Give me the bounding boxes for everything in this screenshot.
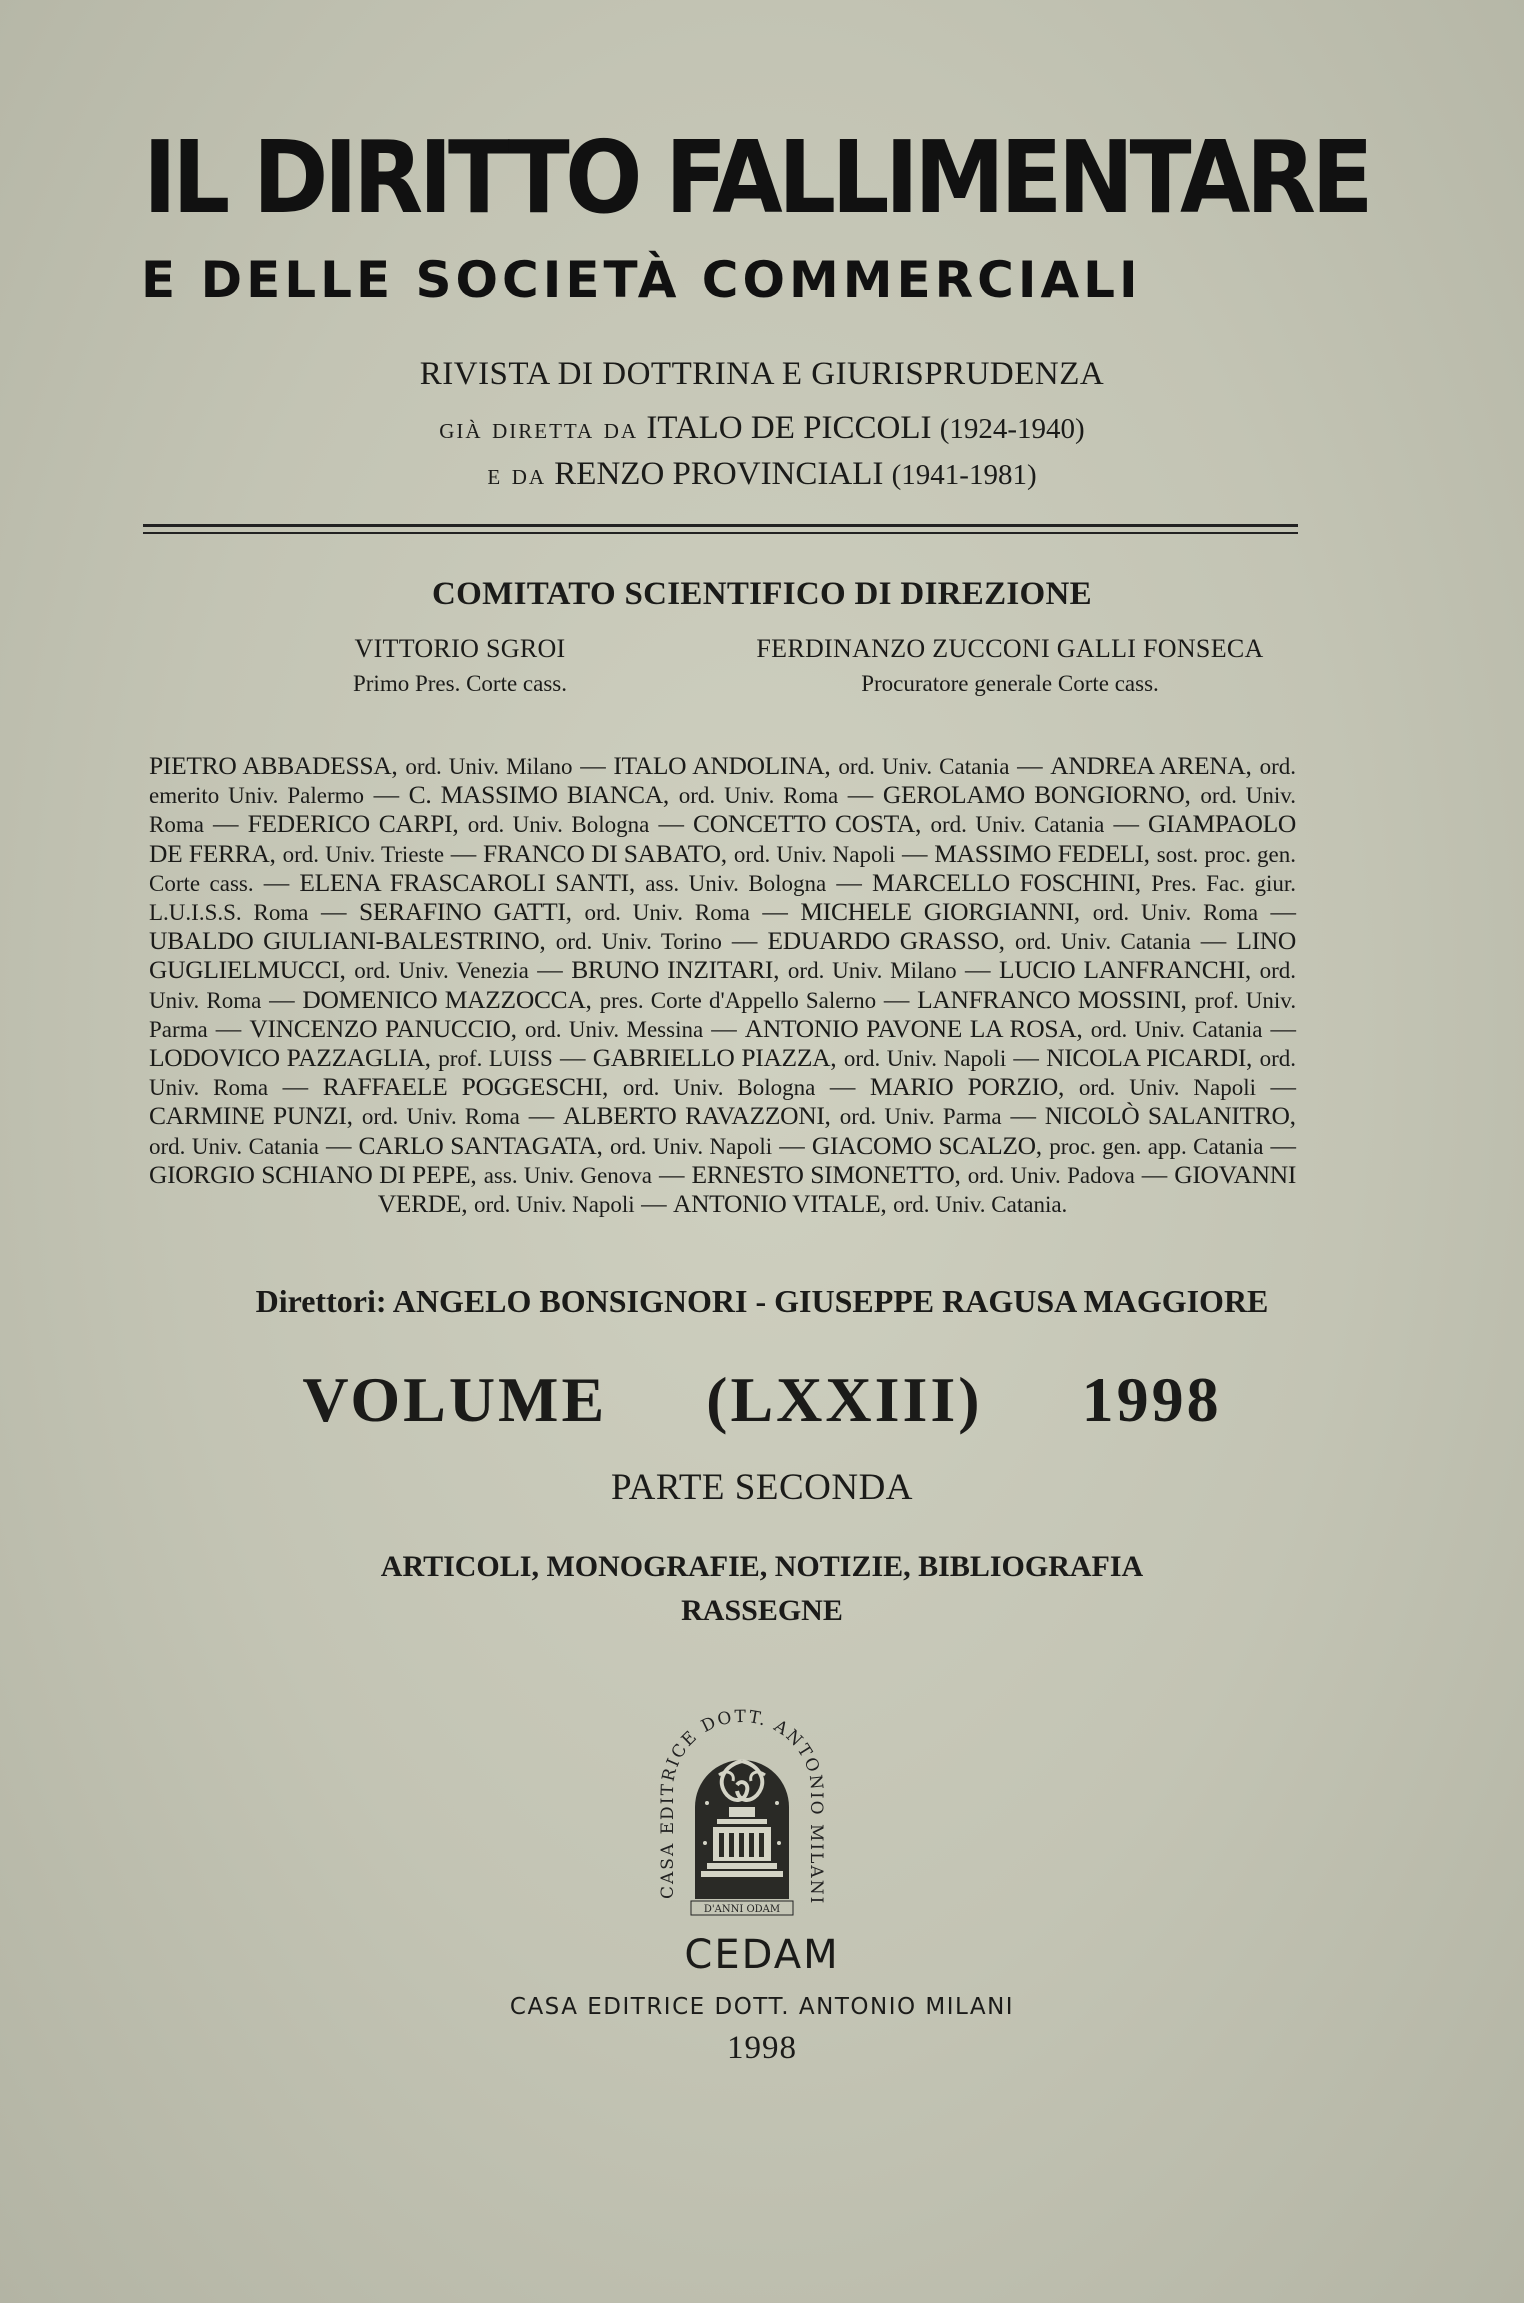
member-title: ord. Univ. Parma	[839, 1104, 1002, 1130]
member-separator: —	[1006, 1043, 1047, 1073]
publisher-name: CEDAM	[684, 1932, 840, 1978]
member-name: ELENA FRASCAROLI SANTI	[299, 867, 629, 897]
member-title: ord. Univ. Roma	[149, 783, 1297, 838]
member-separator: —	[572, 751, 614, 780]
member-title: ord. Univ. Roma	[678, 783, 839, 809]
member-separator: —	[203, 809, 248, 839]
member-separator: —	[207, 1013, 250, 1043]
member-name: GIORGIO SCHIANO DI PEPE	[149, 1159, 471, 1189]
member-comma: ,	[824, 751, 839, 780]
committee-president-2	[740, 634, 1280, 697]
member-comma: ,	[1143, 838, 1157, 868]
member-comma: ,	[662, 780, 679, 810]
member-comma: ,	[1134, 867, 1152, 897]
member-separator: —	[552, 1043, 593, 1073]
member-comma: ,	[1244, 955, 1260, 985]
member-separator: —	[652, 1159, 692, 1189]
member-separator: —	[895, 838, 935, 868]
member-comma: ,	[452, 809, 468, 839]
committee-member	[249, 1014, 703, 1043]
member-title: ord. emerito Univ. Palermo	[149, 754, 1296, 809]
member-comma: ,	[539, 926, 556, 956]
member-name: MARCELLO FOSCHINI	[871, 867, 1135, 897]
committee-member	[613, 751, 1009, 780]
member-title: ord. Univ. Milano	[405, 754, 573, 779]
member-comma: ,	[1076, 1013, 1091, 1043]
member-title: ord. Univ. Catania	[1014, 929, 1191, 955]
history-name: ITALO DE PICCOLI	[646, 410, 932, 446]
committee-member	[593, 1043, 1007, 1072]
member-separator: —	[528, 955, 572, 985]
member-title: pres. Corte d'Appello Salerno	[599, 987, 877, 1013]
committee-member	[359, 897, 750, 926]
member-name: NICOLA PICARDI	[1046, 1043, 1247, 1073]
president-role: Primo Pres. Corte cass.	[352, 671, 567, 696]
member-separator: —	[1258, 897, 1297, 927]
committee-member	[812, 1131, 1264, 1160]
member-comma: ,	[1289, 1101, 1297, 1131]
history-line-2	[0, 456, 1524, 493]
member-comma: ,	[585, 984, 600, 1014]
journal-description: RIVISTA DI DOTTRINA E GIURISPRUDENZA	[419, 356, 1105, 392]
member-name: ANTONIO VITALE	[672, 1189, 881, 1219]
committee-member	[149, 926, 722, 955]
member-comma: ,	[628, 867, 646, 897]
committee-member	[248, 809, 650, 838]
directors-line: Direttori: ANGELO BONSIGNORI - GIUSEPPE RAGUSA MAGGIORE	[255, 1283, 1269, 1319]
member-separator: —	[1262, 1013, 1297, 1043]
double-rule-bottom	[143, 532, 1298, 534]
member-title: ord. Univ. Roma	[361, 1104, 520, 1130]
member-title: ord. Univ. Catania.	[893, 1192, 1068, 1218]
member-title: ord. Univ. Catania	[149, 1133, 319, 1159]
volume-line	[0, 1363, 1524, 1437]
committee-member	[483, 839, 895, 868]
member-title: ord. Univ. Messina	[525, 1016, 704, 1042]
member-comma: ,	[346, 1101, 362, 1131]
member-name: ANTONIO PAVONE LA ROSA	[744, 1013, 1077, 1043]
committee-member	[693, 809, 1104, 838]
journal-subtitle: E DELLE SOCIETÀ COMMERCIALI	[141, 251, 1142, 309]
member-name: LANFRANCO MOSSINI	[917, 984, 1181, 1014]
member-separator: —	[956, 955, 999, 985]
member-title: sost. proc. gen. Corte cass.	[149, 841, 1296, 896]
member-comma: ,	[1073, 897, 1093, 927]
member-name: UBALDO GIULIANI-BALESTRINO	[149, 926, 540, 956]
member-separator: —	[634, 1189, 673, 1219]
volume-year: 1998	[1081, 1364, 1222, 1435]
member-title: ord. Univ. Roma	[1092, 900, 1259, 926]
committee-member	[149, 1101, 520, 1130]
member-title: ord. Univ. Catania	[838, 754, 1010, 779]
member-name: GEROLAMO BONGIORNO	[882, 780, 1185, 810]
member-comma: ,	[601, 1072, 623, 1102]
contents-line-1: ARTICOLI, MONOGRAFIE, NOTIZIE, BIBLIOGRAFIA	[380, 1550, 1144, 1583]
member-comma: ,	[510, 1013, 526, 1043]
committee-member	[767, 926, 1190, 955]
member-name: SERAFINO GATTI	[358, 897, 566, 927]
history-line-1	[0, 410, 1524, 447]
member-comma: ,	[1245, 751, 1260, 780]
member-title: prof. Univ. Parma	[149, 987, 1297, 1042]
committee-member	[323, 1072, 816, 1101]
committee-member	[359, 1131, 773, 1160]
history-prefix: già diretta da	[439, 412, 639, 445]
member-comma: ,	[998, 926, 1015, 956]
member-name: DOMENICO MAZZOCCA	[302, 984, 586, 1014]
member-separator: —	[519, 1101, 564, 1131]
member-comma: ,	[596, 1130, 610, 1160]
member-name: GIAMPAOLO DE FERRA	[149, 809, 1296, 868]
member-name: CARMINE PUNZI	[149, 1101, 347, 1131]
member-title: ord. Univ. Roma	[149, 958, 1297, 1013]
committee-member	[800, 897, 1258, 926]
committee-member	[745, 1014, 1263, 1043]
member-name: ITALO ANDOLINA	[613, 751, 825, 780]
committee-member	[571, 955, 956, 984]
member-comma: ,	[773, 955, 788, 985]
member-name: LODOVICO PAZZAGLIA	[149, 1043, 425, 1073]
member-title: ord. Univ. Catania	[1090, 1016, 1263, 1042]
member-separator: —	[703, 1013, 745, 1043]
member-comma: ,	[269, 838, 283, 868]
member-separator: —	[1104, 809, 1149, 839]
member-comma: ,	[1184, 780, 1201, 810]
committee-member	[870, 1072, 1256, 1101]
member-separator: —	[308, 897, 359, 927]
member-name: LUCIO LANFRANCHI	[998, 955, 1245, 985]
committee-member	[673, 1189, 1067, 1218]
member-name: BRUNO INZITARI	[571, 955, 774, 985]
member-title: ord. Univ. Torino	[555, 929, 722, 955]
cedam-logo	[655, 1703, 830, 1933]
member-name: CARLO SANTAGATA	[358, 1130, 597, 1160]
member-name: C. MASSIMO BIANCA	[408, 780, 663, 810]
member-name: RAFFAELE POGGESCHI	[322, 1072, 602, 1102]
history-years: (1924-1940)	[939, 413, 1085, 445]
president-role: Procuratore generale Corte cass.	[861, 671, 1159, 696]
member-separator: —	[444, 838, 484, 868]
member-separator: —	[1134, 1159, 1175, 1189]
member-comma: ,	[339, 955, 355, 985]
member-title: ord. Univ. Napoli	[609, 1133, 773, 1159]
member-name: GIOVANNI VERDE	[377, 1159, 1297, 1219]
member-name: FEDERICO CARPI	[247, 809, 453, 839]
history-prefix: e da	[487, 458, 547, 491]
member-separator: —	[1263, 1130, 1296, 1160]
member-comma: ,	[1246, 1043, 1260, 1073]
member-separator: —	[749, 897, 801, 927]
history-name: RENZO PROVINCIALI	[554, 456, 884, 492]
member-title: ord. Univ. Bologna	[622, 1075, 816, 1101]
member-name: ERNESTO SIMONETTO	[691, 1159, 955, 1189]
president-name: FERDINANZO ZUCCONI GALLI FONSECA	[756, 634, 1264, 663]
member-title: ord. Univ. Napoli	[843, 1046, 1007, 1072]
member-name: MASSIMO FEDELI	[934, 838, 1144, 868]
member-comma: ,	[391, 751, 406, 780]
member-comma: ,	[880, 1189, 894, 1219]
committee-member	[563, 1101, 1002, 1130]
member-title: ord. Univ. Roma	[584, 900, 750, 926]
committee-member	[149, 1160, 652, 1189]
member-title: ord. Univ. Catania	[930, 812, 1105, 838]
member-separator: —	[721, 926, 768, 956]
volume-label: VOLUME	[302, 1364, 608, 1435]
member-name: FRANCO DI SABATO	[483, 838, 721, 868]
member-title: ord. Univ. Bologna	[467, 812, 650, 838]
member-name: LINO GUGLIELMUCCI	[149, 926, 1297, 985]
member-title: proc. gen. app. Catania	[1049, 1133, 1264, 1159]
member-comma: ,	[565, 897, 585, 927]
double-rule-top	[143, 524, 1298, 527]
member-separator: —	[268, 1072, 323, 1102]
member-title: ord. Univ. Napoli	[733, 841, 896, 867]
member-title: ass. Univ. Genova	[483, 1162, 653, 1188]
member-separator: —	[772, 1130, 812, 1160]
member-separator: —	[1255, 1072, 1297, 1102]
member-name: GABRIELLO PIAZZA	[592, 1043, 831, 1073]
member-title: ord. Univ. Napoli	[1078, 1075, 1256, 1101]
logo-ring-text: CASA EDITRICE DOTT. ANTONIO MILANI	[657, 1706, 827, 1906]
member-comma: ,	[461, 1189, 474, 1219]
member-separator: —	[826, 867, 872, 897]
member-comma: ,	[720, 838, 734, 868]
member-separator: —	[876, 984, 918, 1014]
member-name: MARIO PORZIO	[869, 1072, 1058, 1102]
member-title: ord. Univ. Padova	[967, 1162, 1135, 1188]
member-separator: —	[261, 984, 303, 1014]
committee-member	[149, 751, 573, 780]
volume-number: (LXXIII)	[706, 1364, 983, 1435]
member-separator: —	[1009, 751, 1051, 780]
member-name: PIETRO ABBADESSA	[149, 751, 392, 780]
member-comma: ,	[470, 1159, 484, 1189]
member-comma: ,	[954, 1159, 968, 1189]
member-name: NICOLÒ SALANITRO	[1044, 1101, 1290, 1131]
part-heading: PARTE SECONDA	[610, 1467, 914, 1508]
history-years: (1941-1981)	[891, 459, 1037, 491]
committee-member	[302, 985, 876, 1014]
member-title: ord. Univ. Napoli	[473, 1192, 635, 1218]
member-comma: ,	[1057, 1072, 1079, 1102]
member-separator: —	[1190, 926, 1237, 956]
committee-president-1	[260, 634, 660, 697]
member-separator: —	[1001, 1101, 1045, 1131]
president-name: VITTORIO SGROI	[354, 634, 566, 663]
committee-member	[691, 1160, 1134, 1189]
committee-member	[149, 1043, 553, 1072]
journal-title: IL DIRITTO FALLIMENTARE	[143, 119, 1370, 236]
member-name: CONCETTO COSTA	[693, 809, 916, 839]
member-separator: —	[253, 867, 300, 897]
member-name: EDUARDO GRASSO	[767, 926, 999, 956]
member-title: ord. Univ. Venezia	[354, 958, 529, 984]
publisher-full-name: CASA EDITRICE DOTT. ANTONIO MILANI	[509, 1994, 1015, 2020]
member-separator: —	[649, 809, 694, 839]
logo-motto: D'ANNI ODAM	[703, 1904, 781, 1915]
member-separator: —	[318, 1130, 359, 1160]
member-title: ord. Univ. Milano	[787, 958, 957, 984]
member-title: ord. Univ. Trieste	[282, 841, 445, 867]
member-name: VINCENZO PANUCCIO	[249, 1013, 511, 1043]
member-comma: ,	[830, 1043, 844, 1073]
member-name: MICHELE GIORGIANNI	[800, 897, 1074, 927]
member-name: ALBERTO RAVAZZONI	[563, 1101, 825, 1131]
member-separator: —	[838, 780, 883, 810]
member-title: Pres. Fac. giur. L.U.I.S.S. Roma	[149, 870, 1297, 926]
member-separator: —	[815, 1072, 870, 1102]
member-comma: ,	[1035, 1130, 1050, 1160]
member-comma: ,	[915, 809, 931, 839]
member-comma: ,	[424, 1043, 439, 1073]
committee-member	[409, 780, 839, 809]
member-title: ass. Univ. Bologna	[645, 870, 827, 896]
committee-member	[299, 868, 826, 897]
contents-line-2: RASSEGNE	[681, 1594, 843, 1627]
committee-heading: COMITATO SCIENTIFICO DI DIREZIONE	[432, 576, 1092, 612]
committee-members-list	[149, 752, 1296, 1219]
publication-year: 1998	[727, 2030, 797, 2066]
member-comma: ,	[824, 1101, 840, 1131]
member-title: ord. Univ. Roma	[149, 1046, 1297, 1101]
member-comma: ,	[1180, 984, 1195, 1014]
member-name: GIACOMO SCALZO	[811, 1130, 1036, 1160]
member-name: ANDREA ARENA	[1050, 751, 1246, 780]
member-title: prof. LUISS	[438, 1046, 553, 1072]
member-separator: —	[364, 780, 409, 810]
